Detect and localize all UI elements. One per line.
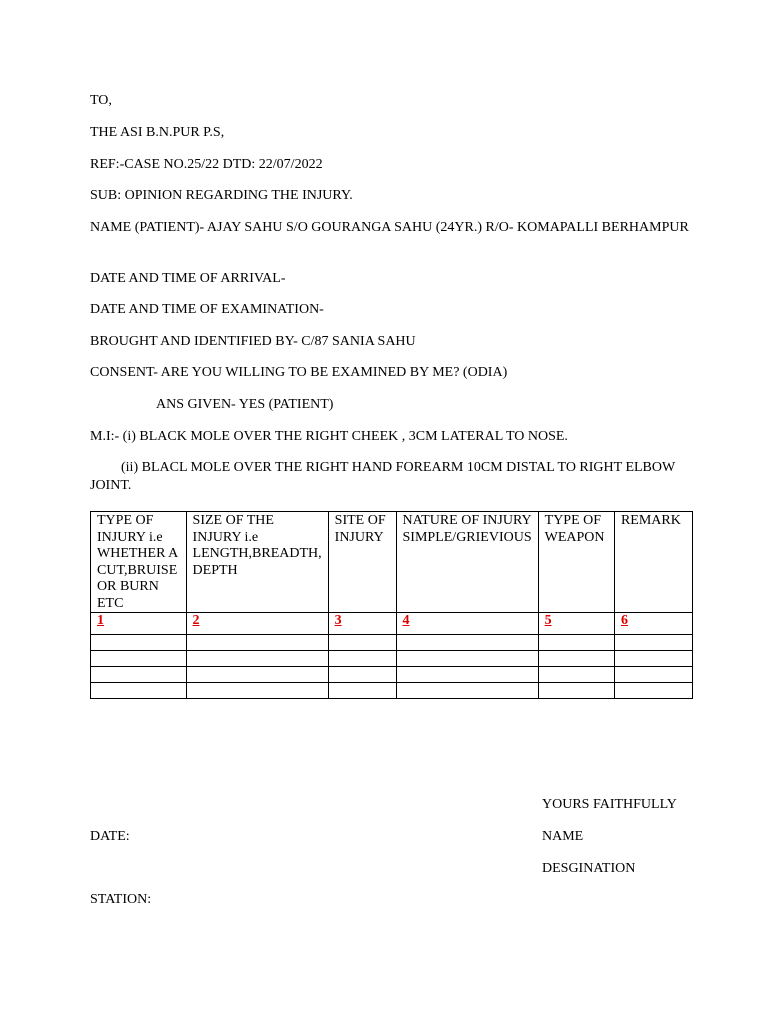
name-label: NAME bbox=[542, 829, 584, 844]
table-cell bbox=[538, 667, 614, 683]
table-row bbox=[91, 683, 693, 699]
table-cell bbox=[186, 683, 328, 699]
mark-of-identification-2: (ii) BLACL MOLE OVER THE RIGHT HAND FOREARM 10CM DISTAL TO RIGHT ELBOW JOINT. bbox=[90, 460, 675, 493]
header-remark: REMARK bbox=[614, 512, 692, 613]
table-cell bbox=[186, 651, 328, 667]
header-type-of-injury: TYPE OF INJURY i.e WHETHER A CUT,BRUISE OR BURN ETC bbox=[91, 512, 187, 613]
header-site-of-injury: SITE OF INJURY bbox=[328, 512, 396, 613]
table-cell bbox=[396, 651, 538, 667]
consent-line: CONSENT- ARE YOU WILLING TO BE EXAMINED BY ME? (ODIA) bbox=[90, 365, 508, 380]
table-cell bbox=[396, 635, 538, 651]
answer-given-line: ANS GIVEN- YES (PATIENT) bbox=[156, 397, 334, 412]
table-cell bbox=[538, 683, 614, 699]
table-cell bbox=[396, 683, 538, 699]
examination-line: DATE AND TIME OF EXAMINATION- bbox=[90, 302, 324, 317]
table-cell bbox=[91, 683, 187, 699]
subject-line: SUB: OPINION REGARDING THE INJURY. bbox=[90, 188, 353, 203]
yours-faithfully: YOURS FAITHFULLY bbox=[542, 797, 677, 812]
table-cell bbox=[538, 635, 614, 651]
arrival-line: DATE AND TIME OF ARRIVAL- bbox=[90, 271, 286, 286]
column-number: 6 bbox=[614, 613, 692, 635]
table-cell bbox=[538, 651, 614, 667]
table-cell bbox=[396, 667, 538, 683]
column-number: 1 bbox=[91, 613, 187, 635]
column-number: 3 bbox=[328, 613, 396, 635]
table-cell bbox=[328, 651, 396, 667]
table-cell bbox=[91, 635, 187, 651]
injury-table bbox=[90, 511, 693, 699]
patient-name: NAME (PATIENT)- AJAY SAHU S/O GOURANGA SAHU (24YR.) R/O- KOMAPALLI BERHAMPUR bbox=[90, 220, 689, 235]
table-number-row bbox=[91, 613, 693, 635]
table-header-row bbox=[91, 512, 693, 613]
brought-by-line: BROUGHT AND IDENTIFIED BY- C/87 SANIA SAHU bbox=[90, 334, 416, 349]
reference-line: REF:-CASE NO.25/22 DTD: 22/07/2022 bbox=[90, 157, 323, 172]
header-nature-of-injury: NATURE OF INJURY SIMPLE/GRIEVIOUS bbox=[396, 512, 538, 613]
table-cell bbox=[328, 683, 396, 699]
salutation-to: TO, bbox=[90, 93, 112, 108]
table-cell bbox=[614, 635, 692, 651]
column-number: 5 bbox=[538, 613, 614, 635]
table-cell bbox=[186, 635, 328, 651]
table-cell bbox=[614, 651, 692, 667]
header-type-of-weapon: TYPE OF WEAPON bbox=[538, 512, 614, 613]
column-number: 4 bbox=[396, 613, 538, 635]
designation-label: DESGINATION bbox=[542, 861, 636, 876]
table-row bbox=[91, 667, 693, 683]
table-row bbox=[91, 635, 693, 651]
table-cell bbox=[328, 635, 396, 651]
table-cell bbox=[614, 667, 692, 683]
date-label: DATE: bbox=[90, 829, 130, 844]
mark-of-identification-1: M.I:- (i) BLACK MOLE OVER THE RIGHT CHEEK , 3CM LATERAL TO NOSE. bbox=[90, 429, 568, 444]
addressee: THE ASI B.N.PUR P.S, bbox=[90, 125, 225, 140]
table-cell bbox=[614, 683, 692, 699]
header-size-of-injury: SIZE OF THE INJURY i.e LENGTH,BREADTH, DEPTH bbox=[186, 512, 328, 613]
table-cell bbox=[91, 667, 187, 683]
table-cell bbox=[328, 667, 396, 683]
station-label: STATION: bbox=[90, 892, 152, 907]
column-number: 2 bbox=[186, 613, 328, 635]
table-row bbox=[91, 651, 693, 667]
table-cell bbox=[186, 667, 328, 683]
table-cell bbox=[91, 651, 187, 667]
